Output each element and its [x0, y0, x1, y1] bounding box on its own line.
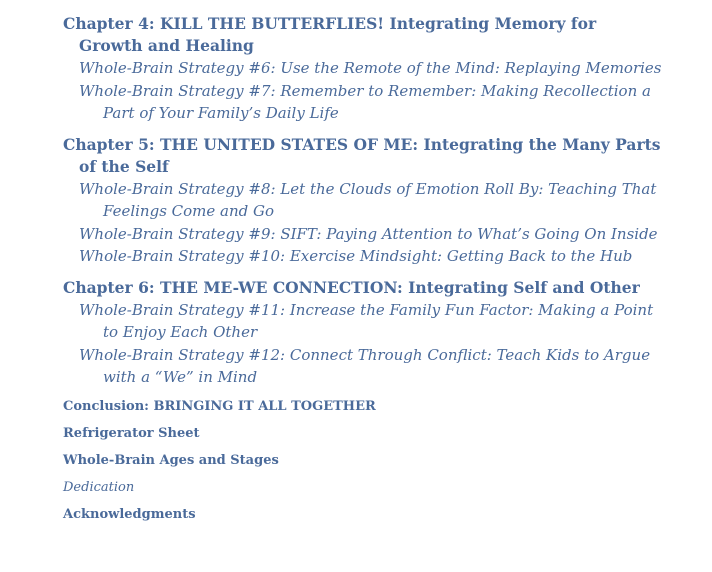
- dedication-link[interactable]: Dedication: [63, 479, 135, 495]
- table-of-contents: [63, 13, 663, 523]
- chapter-4-link[interactable]: Chapter 4: KILL THE BUTTERFLIES! Integrating Memory for Growth and Healing: [63, 14, 597, 55]
- chapter-6-section: [63, 277, 663, 389]
- chapter-6-link[interactable]: Chapter 6: THE ME-WE CONNECTION: Integrating Self and Other: [63, 277, 640, 297]
- chapter-5-link[interactable]: Chapter 5: THE UNITED STATES OF ME: Integrating the Many Parts of the Self: [63, 134, 661, 176]
- acknowledgments-link[interactable]: Acknowledgments: [63, 506, 196, 522]
- chapter-4-section: [63, 13, 663, 125]
- strategy-10-link[interactable]: Whole-Brain Strategy #10: Exercise Mindsight: Getting Back to the Hub: [79, 247, 633, 265]
- strategy-12-link[interactable]: Whole-Brain Strategy #12: Connect Through Conflict: Teach Kids to Argue with a “We” in Mind: [79, 345, 651, 386]
- chapter-5-section: [63, 134, 663, 268]
- ages-and-stages-link[interactable]: Whole-Brain Ages and Stages: [63, 452, 279, 468]
- refrigerator-sheet-link[interactable]: Refrigerator Sheet: [63, 425, 200, 441]
- strategy-8-link[interactable]: Whole-Brain Strategy #8: Let the Clouds of Emotion Roll By: Teaching That Feelings Come and Go: [79, 179, 657, 220]
- strategy-6-link[interactable]: Whole-Brain Strategy #6: Use the Remote of the Mind: Replaying Memories: [79, 59, 662, 77]
- strategy-9-link[interactable]: Whole-Brain Strategy #9: SIFT: Paying Attention to What’s Going On Inside: [79, 224, 658, 243]
- back-matter-list: [63, 398, 663, 523]
- strategy-7-link[interactable]: Whole-Brain Strategy #7: Remember to Remember: Making Recollection a Part of Your Family’s Daily Life: [79, 81, 651, 122]
- strategy-11-link[interactable]: Whole-Brain Strategy #11: Increase the Family Fun Factor: Making a Point to Enjoy Each Other: [79, 300, 654, 341]
- conclusion-link[interactable]: Conclusion: BRINGING IT ALL TOGETHER: [63, 398, 376, 414]
